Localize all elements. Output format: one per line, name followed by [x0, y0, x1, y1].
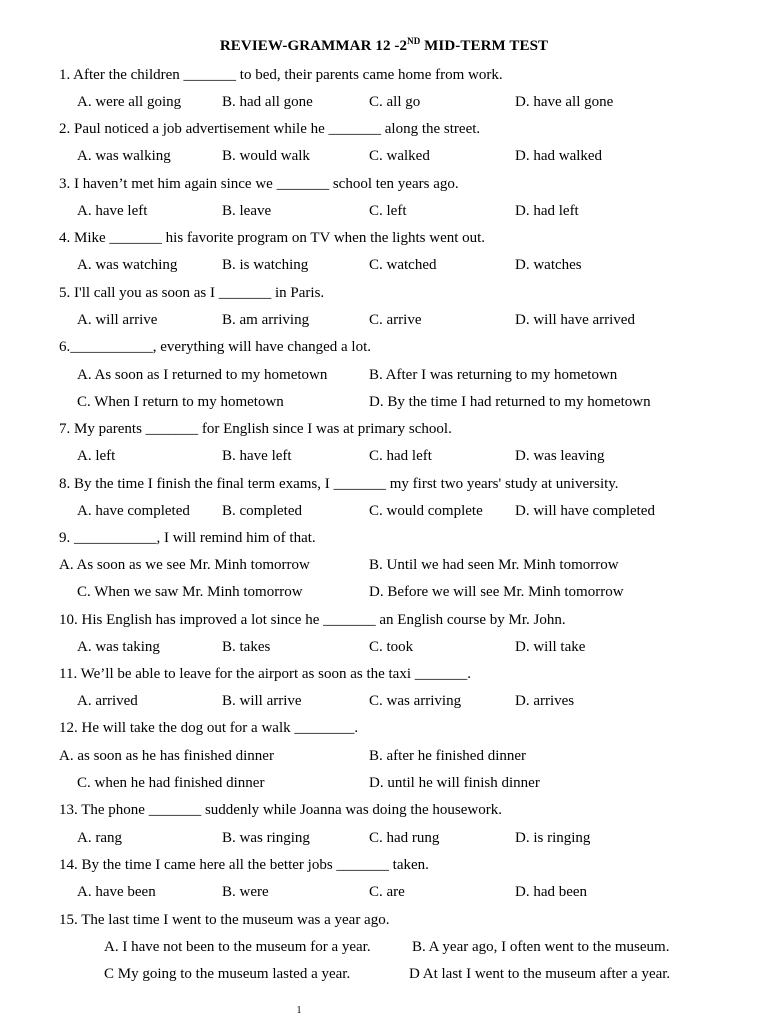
question-stem: 10. His English has improved a lot since he _______ an English course by Mr. John.: [59, 612, 566, 628]
option-b: B. were: [222, 884, 269, 900]
option-c: C My going to the museum lasted a year.: [104, 966, 351, 982]
question-stem: 4. Mike _______ his favorite program on TV when the lights went out.: [59, 230, 486, 246]
option-b: B. Until we had seen Mr. Minh tomorrow: [369, 557, 619, 573]
option-c: C. left: [369, 203, 407, 219]
option-d: D. until he will finish dinner: [369, 775, 540, 791]
question-stem: 14. By the time I came here all the better jobs _______ taken.: [59, 857, 429, 873]
option-d: D. is ringing: [515, 830, 591, 846]
option-d: D. By the time I had returned to my hometown: [369, 394, 651, 410]
question-stem: 9. ___________, I will remind him of that.: [59, 530, 316, 546]
option-d: D. arrives: [515, 693, 575, 709]
option-c: C. was arriving: [369, 693, 462, 709]
option-b: B. have left: [222, 448, 292, 464]
question-stem: 5. I'll call you as soon as I _______ in Paris.: [59, 285, 325, 301]
option-b: B. after he finished dinner: [369, 748, 527, 764]
page-number: 1: [296, 1005, 302, 1016]
question-stem: 12. He will take the dog out for a walk ________.: [59, 720, 359, 736]
question-stem: 8. By the time I finish the final term exams, I _______ my first two years' study at university.: [59, 476, 619, 492]
option-a: A. have left: [77, 203, 148, 219]
title-superscript: ND: [407, 36, 421, 46]
question-stem: 7. My parents _______ for English since I was at primary school.: [59, 421, 452, 437]
option-c: C. When I return to my hometown: [77, 394, 284, 410]
option-d: D. had been: [515, 884, 588, 900]
option-a: A. as soon as he has finished dinner: [59, 748, 274, 764]
question-stem: 2. Paul noticed a job advertisement while he _______ along the street.: [59, 121, 481, 137]
option-a: A. As soon as I returned to my hometown: [77, 367, 328, 383]
question-stem: 6.___________, everything will have changed a lot.: [59, 339, 372, 355]
option-a: A. I have not been to the museum for a year.: [104, 939, 371, 955]
option-d: D. will have arrived: [515, 312, 635, 328]
option-c: C. when he had finished dinner: [77, 775, 265, 791]
option-b: B. completed: [222, 503, 302, 519]
option-c: C. watched: [369, 257, 437, 273]
option-b: B. had all gone: [222, 94, 313, 110]
option-b: B. After I was returning to my hometown: [369, 367, 618, 383]
option-b: B. will arrive: [222, 693, 302, 709]
option-c: C. When we saw Mr. Minh tomorrow: [77, 584, 303, 600]
option-d: D At last I went to the museum after a year.: [409, 966, 671, 982]
option-d: D. Before we will see Mr. Minh tomorrow: [369, 584, 624, 600]
option-b: B. is watching: [222, 257, 309, 273]
option-c: C. all go: [369, 94, 421, 110]
question-stem: 11. We’ll be able to leave for the airport as soon as the taxi _______.: [59, 666, 472, 682]
option-d: D. have all gone: [515, 94, 614, 110]
option-b: B. leave: [222, 203, 272, 219]
title-main: REVIEW-GRAMMAR 12 -2: [219, 38, 408, 54]
option-d: D. had left: [515, 203, 579, 219]
option-a: A. will arrive: [77, 312, 158, 328]
option-c: C. walked: [369, 148, 430, 164]
title-rest: MID-TERM TEST: [420, 38, 549, 54]
option-b: B. was ringing: [222, 830, 310, 846]
option-b: B. takes: [222, 639, 271, 655]
option-d: D. watches: [515, 257, 582, 273]
option-c: C. would complete: [369, 503, 483, 519]
option-c: C. had left: [369, 448, 432, 464]
option-c: C. took: [369, 639, 414, 655]
option-a: A. As soon as we see Mr. Minh tomorrow: [59, 557, 310, 573]
option-d: D. will take: [515, 639, 586, 655]
question-stem: 3. I haven’t met him again since we _______ school ten years ago.: [59, 176, 459, 192]
question-stem: 1. After the children _______ to bed, their parents came home from work.: [59, 67, 503, 83]
question-stem: 13. The phone _______ suddenly while Joanna was doing the housework.: [59, 802, 502, 818]
question-stem: 15. The last time I went to the museum was a year ago.: [59, 912, 390, 928]
option-a: A. were all going: [77, 94, 182, 110]
option-a: A. left: [77, 448, 116, 464]
option-c: C. are: [369, 884, 405, 900]
option-a: A. have been: [77, 884, 156, 900]
option-d: D. had walked: [515, 148, 603, 164]
option-c: C. arrive: [369, 312, 422, 328]
option-a: A. arrived: [77, 693, 138, 709]
page-title: [0, 38, 768, 55]
option-b: B. A year ago, I often went to the museum.: [412, 939, 670, 955]
option-a: A. was watching: [77, 257, 178, 273]
option-a: A. was taking: [77, 639, 160, 655]
option-a: A. rang: [77, 830, 122, 846]
option-d: D. was leaving: [515, 448, 605, 464]
option-b: B. would walk: [222, 148, 310, 164]
option-c: C. had rung: [369, 830, 440, 846]
option-a: A. was walking: [77, 148, 171, 164]
option-b: B. am arriving: [222, 312, 310, 328]
option-d: D. will have completed: [515, 503, 655, 519]
option-a: A. have completed: [77, 503, 190, 519]
